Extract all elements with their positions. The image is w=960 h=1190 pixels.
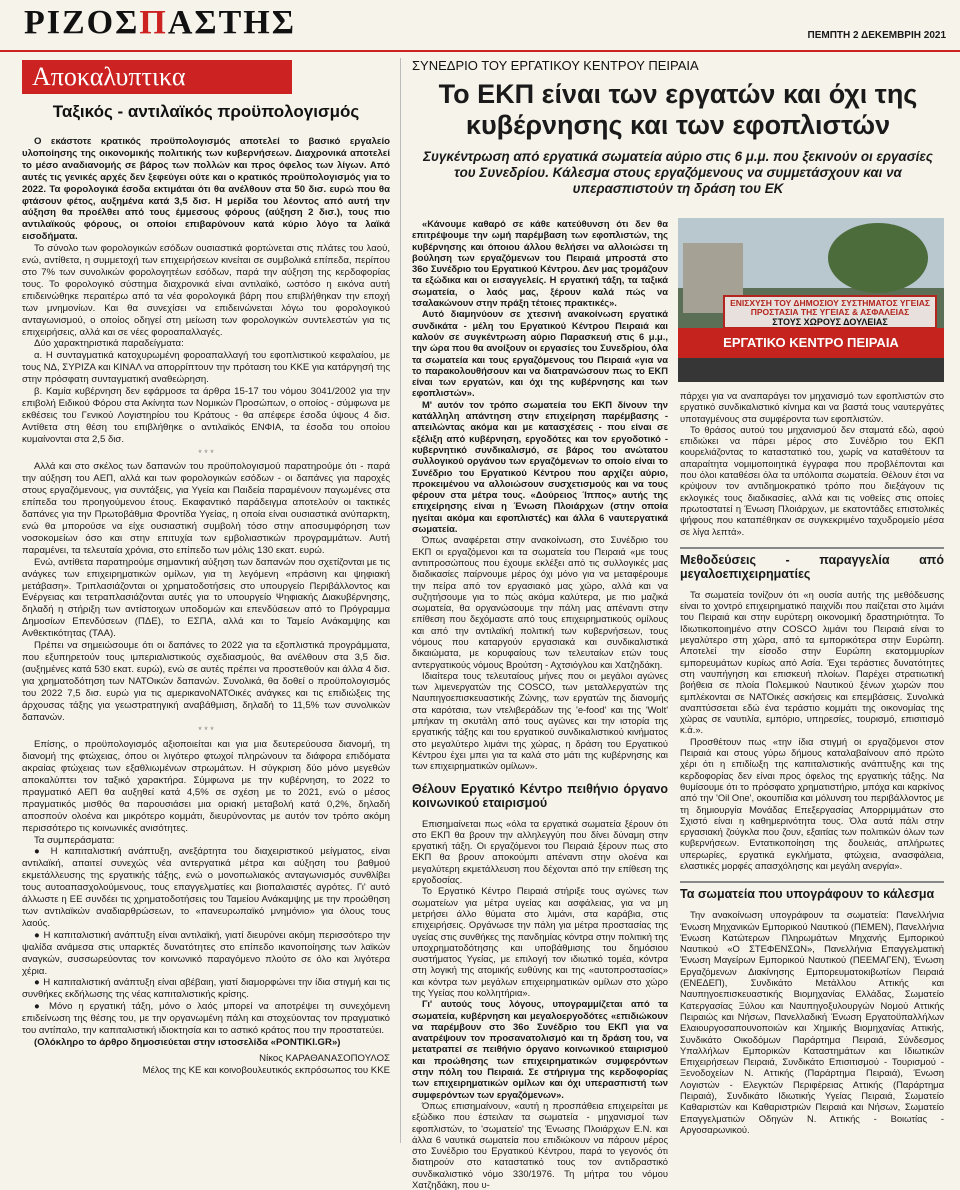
masthead: [0, 0, 960, 52]
issue-date: ΠΕΜΠΤΗ 2 ΔΕΚΕΜΒΡΙΗ 2021: [807, 30, 946, 41]
right-body-col1: [412, 218, 668, 1190]
author-name: Νίκος ΚΑΡΑΘΑΝΑΣΟΠΟΥΛΟΣ: [259, 1052, 390, 1064]
paragraph: Επίσης, ο προϋπολογισμός αξιοποιείται και για μια δευτερεύουσα διανομή, τη διανομή της φτώχειας, όπου οι λιγότερο φτωχοί πληρώνουν τα διάφορα επιδόματα ακραίας φτώχειας των εξαθλιωμένων στρωμάτων. Η σύγκριση δύο μόνο μεγεθών αποκαλύπτει τον ταξικό χαρακτήρα. Σύμφωνα με την κυβέρνηση, το 2022 το πραγματικό ΑΕΠ θα αυξηθεί κατά 4,5% σε σχέση με το 2021, ενώ ο μέσος πραγματικός μισθός θα παρουσιάσει μια οριακή μεταβολή κατά 0,2%, δηλαδή αποσπούν ολοένα και μικρότερο κομμάτι, διευρύνοντας με αυτόν τον τρόπο ακόμη περισσότερο τις κοινωνικές ανισότητες.: [22, 739, 390, 834]
left-body: [22, 136, 390, 1077]
right-kicker: ΣΥΝΕΔΡΙΟ ΤΟΥ ΕΡΓΑΤΙΚΟΥ ΚΕΝΤΡΟΥ ΠΕΙΡΑΙΑ: [412, 58, 699, 73]
paragraph: «Κάνουμε καθαρό σε κάθε κατεύθυνση ότι δεν θα επιτρέψουμε την ωμή παρέμβαση των εφοπλιστών, της κυβέρνησης και όποιου άλλου θελήσει να αλλοιώσει τη βούληση των εργαζόμενων του Πειραιά μπροστά στο 36ο Συνέδριο του Εργατικού Κέντρου. Δεν μας τρομάζουν τα εξώδικα και οι εισαγγελείς. Η εργατική τάξη, τα ταξικά σωματεία, ο λαός μας, ξέρουν καλά πώς να τσαλακώνουν στην πράξη τέτοιες πρακτικές».: [412, 218, 668, 309]
paragraph: Δύο χαρακτηριστικά παραδείγματα:: [34, 338, 184, 350]
right-body-col2: [680, 390, 944, 1143]
subheading: Μεθοδεύσεις - παραγγελία από μεγαλοεπιχειρηματίες: [680, 547, 944, 581]
newspaper-logo: ΡΙΖΟΣΠΑΣΤΗΣ: [24, 4, 296, 41]
paragraph: Γι' αυτούς τους λόγους, υπογραμμίζεται από τα σωματεία, κυβέρνηση και μεγαλοεργοδότες «επιδιώκουν να παρέμβουν στο 36ο Συνέδριο του ΕΚΠ για να ανατρέψουν τον προσανατολισμό και τη δράση του, να μετατραπεί σε πειθήνιο όργανο κοινωνικού εταιρισμού και προώθησης των επιχειρηματικών συμφερόντων στην πόλη του Πειραιά. Σε στήριγμα της κερδοφορίας των επιχειρηματικών ομίλων και όχι υπερασπιστή των συμφερόντων των εργαζόμενων».: [412, 998, 668, 1100]
paragraph: Τα συμπεράσματα:: [34, 834, 115, 846]
paragraph: Αλλά και στο σκέλος των δαπανών του προϋπολογισμού παρατηρούμε ότι - παρά την αύξηση του ΑΕΠ, αλλά και των φορολογικών εσόδων - οι δαπάνες για παροχές στους εργαζόμενους, για συντάξεις, για Υγεία και Παιδεία παραμένουν παγωμένες στα επίπεδα του προηγούμενου έτους. Εκαφαντικό παράδειγμα αποτελούν οι τακτικές δαπάνες για την Πρωτοβάθμια Φροντίδα Υγείας, η οποία είναι ουσιαστικά ανύπαρκτη, ενώ θα μπορούσε να είχε ουσιαστική συμβολή τόσο στην αποσυμφόρηση των νοσοκομείων όσο και στην επιτυχία των εμβολιαστικών προγραμμάτων. Αυτή παραμένει, τα τελευταία χρόνια, στο επίπεδο των μόλις 130 εκατ. ευρώ.: [22, 461, 390, 556]
left-article: [22, 60, 390, 1135]
right-subhead: Συγκέντρωση από εργατικά σωματεία αύριο στις 6 μ.μ. που ξεκινούν οι εργασίες του Συνεδρίου. Κάλεσμα στους εργαζόμενους να συμμετάσχουν και να υπερασπιστούν τη δράση του ΕΚ: [423, 149, 933, 196]
left-headline: Ταξικός - αντιλαϊκός προϋπολογισμός: [52, 102, 360, 121]
author-role: Μέλος της ΚΕ και κοινοβουλευτικός εκπρόσωπος του ΚΚΕ: [142, 1064, 390, 1076]
paragraph: Ιδιαίτερα τους τελευταίους μήνες που οι μεγάλοι αγώνες των λιμενεργατών της COSCO, των μεταλλεργατών της Ναυπηγοεπισκευαστικής Ζώνης, των εργατών της διανομής στα καρότσια, των ντελιβεράδων της 'e-food' και της 'Wolt' μπήκαν τη σκυτάλη από τους αγώνες και την ιστορία της εργατικής τάξης και του εργατικού συνδικαλιστικού κινήματος στο μεγαλύτερο λιμάνι της χώρας, η δράση του Εργατικού Κέντρου έχει μπει για τα καλά στο μάτι της κυβέρνησης και των επιχειρηματικών ομίλων».: [412, 669, 668, 772]
paragraph: ● Η καπιταλιστική ανάπτυξη, ανεξάρτητα του διαχειριστικού μείγματος, είναι αντιλαϊκή, απαιτεί συνεχώς νέα αντεργατικά μέτρα και αύξηση του βαθμού εκμετάλλευσης της εργατικής τάξης, ενώ ο μονοπωλιακός ανταγωνισμός συνθλίβει τους αυτοαπασχολούμενους, τους επαγγελματίες και βιοπαλαιστές αγρότες. Γι' αυτό άλλωστε η ΕΕ συνδέει τις χρηματοδοτήσεις του Ταμείου Ανάκαμψης με την προώθηση των αντιλαϊκών αναδιαρθρώσεων, το «πανευρωπαϊκό μνημόνιο» για όλους τους λαούς.: [22, 846, 390, 929]
paragraph: Την ανακοίνωση υπογράφουν τα σωματεία: Πανελλήνια Ένωση Μηχανικών Εμπορικού Ναυτικού (ΠΕΜΕΝ), Πανελλήνια Ένωση Κατώτερων Πληρωμάτων Μηχανής Εμπορικού Ναυτικού «Ο ΣΤΕΦΕΝΣΩΝ», Πανελλήνια Επαγγελματική Ένωση Μαγείρων Εμπορικού Ναυτικού (ΠΕΕΜΑΓΕΝ), Ένωση Εργαζόμενων Διακίνησης Εμπορευματοκιβωτίων Πειραιά (ΕΝΕΔΕΠ), Συνδικάτο Μετάλλου Αττικής και Ναυπηγοεπισκευαστικής Βιομηχανίας Ελλάδας, Σωματείο Κατεργασίας Ξύλου και Ναυπηγοξυλουργών Νομού Αττικής Πειραιώς και Νήσων, Πανελλαδική Ένωση Εργατοϋπαλλήλων Ελαιουργοσαπουνοποιών και Χημικής Βιομηχανίας Αττικής, Συνδικάτο Οικοδόμων Παράρτημα Πειραιά, Σύνδεσμος Υπαλλήλων Εμπορικών Καταστημάτων και Ιδιωτικών Επιχειρήσεων Πειραιά, Συνδικάτο Επισιτισμού - Τουρισμού - Ξενοδοχείων Ν. Αττικής (Παράρτημα Πειραιά), Ένωση Λογιστών - Ελεγκτών Περιφέρειας Αττικής (Παράρτημα Πειραιά), Συνδικάτο Ιδιωτικής Υγείας Πειραιά, Σωματείο Καθαριστών και Καθαριστριών Πειραιά και Νήσων, Σωματείο Επαγγελματιών Οδηγών Ν. Αττικής - Βοιωτίας - Αργοσαρωνικού.: [680, 909, 944, 1135]
section-tag: Αποκαλυπτικα: [22, 60, 292, 94]
paragraph: Το θράσος αυτού του μηχανισμού δεν σταματά εδώ, αφού επιδιώκει να πάρει μέρος στο Συνέδριο του ΕΚΠ κουρελιάζοντας το καταστατικό του, χωρίς να καταθέτουν τα απαραίτητα νομιμοποιητικά έγγραφα που προβλέπονται και που όλοι καταθέσει όλα τα υπόλοιπα σωματεία. Θέλουν έτσι να κρύψουν τον αντιδημοκρατικό τρόπο που διεξάγουν τις εκλογικές τους διαδικασίες, αλλά και τις νοθείες στις οποίες πρωτοστατεί η Ένωση Πλοιάρχων, με εκατοντάδες επιστολικές ψήφους που καταπέθηκαν σε συγκεκριμένο ταχυδρομείο μέσα σε λίγα λεπτά».: [680, 423, 944, 537]
right-article: [412, 58, 944, 1190]
paragraph: ● Η καπιταλιστική ανάπτυξη είναι αβέβαιη, γιατί διαμορφώνει την ίδια στιγμή και τις συνθήκες εκδήλωσης της νέας καπιταλιστικής κρίσης.: [22, 977, 390, 1001]
union-banner: ΕΡΓΑΤΙΚΟ ΚΕΝΤΡΟ ΠΕΙΡΑΙΑ: [678, 328, 944, 358]
paragraph: Το σύνολο των φορολογικών εσόδων ουσιαστικά φορτώνεται στις πλάτες του λαού, ενώ, αντίθετα, η συμμετοχή των επιχειρήσεων κινείται σε συμβολικά επίπεδα, περίπου στο 7% των συνολικών φορολογητέων εσόδων, παρά την αύξηση της κερδοφορίας τους. Το φορολογικό σύστημα διαχρονικά είναι αντιλαϊκό, ωστόσο η εικόνα αυτή επιδεινώθηκε περαιτέρω από τα νέα φορολογικά βάρη που επιβλήθηκαν την εποχή των μνημονίων. Και θα συνεχίσει να επιδεινώνεται λόγω του φορολογικού ανταγωνισμού, ο οποίος οδηγεί στη μείωση των φορολογικών συντελεστών για τις επιχειρήσεις, αλλά και σε νέες φοροαπαλλαγές.: [22, 243, 390, 338]
paragraph: α. Η συνταγματικά κατοχυρωμένη φοροαπαλλαγή του εφοπλιστικού κεφαλαίου, με τους ΝΔ, ΣΥΡΙΖΑ και ΚΙΝΑΛ να απορρίπτουν την πρόταση του ΚΚΕ για κατάργησή της στην πρόσφατη συνταγματική αναθεώρηση.: [22, 350, 390, 386]
separator: * * *: [198, 725, 214, 736]
paragraph: Αυτό διαμηνύουν σε χτεσινή ανακοίνωση εργατικά συνδικάτα - μέλη του Εργατικού Κέντρου Πειραιά και καλούν σε συγκέντρωση αύριο Παρασκευή στις 6 μ.μ., την ώρα που θα ανοίξουν οι εργασίες του Συνεδρίου, όλα τα σωματεία και τους εργαζόμενους του Πειραιά «για να το παρακολουθήσουν και να διατρανώσουν πως το ΕΚΠ είναι των εργατών, και όχι της κυβέρνησης και των εφοπλιστών».: [412, 308, 668, 399]
paragraph: Πρέπει να σημειώσουμε ότι οι δαπάνες το 2022 για τα εξοπλιστικά προγράμματα, που εξυπηρετούν τους ιμπεριαλιστικούς σχεδιασμούς, θα ανέλθουν στα 3,5 δισ. (αυξημένες κατά 530 εκατ. ευρώ), ενώ σε αυτές πρέπει να προστεθούν και άλλα 4 δισ. για χρηματοδότηση των ΝΑΤΟικών δαπανών. Συνολικά, θα δοθεί ο προϋπολογισμός του 2022 7,5 δισ. ευρώ για τις αμερικανοΝΑΤΟικές ανάγκες και τις επιδιώξεις της άρχουσας τάξης για γεωστρατηγική αναβάθμιση, δηλαδή το 11,5% των συνολικών δαπανών.: [22, 640, 390, 723]
paragraph: Προσθέτουν πως «την ίδια στιγμή οι εργαζόμενοι στον Πειραιά και στους γύρω δήμους καταλαβαίνουν από πρώτο χέρι ότι η επιδίωξη της καπιταλιστικής ανάπτυξης και της κερδοφορίας δεν είναι προς όφελος της εργατικής τάξης. Να θυμίσουμε ότι το πρόσφατο χρηματιστήριο, μπόχα και καρκίνος από την 'Oil One', οκουπίδια και μόλυνση του περιβάλλοντος με τη δημιουργία Μονάδας Επεξεργασίας Απορριμμάτων στο Σχιστό είναι η καθημερινότητα τους. Όλα αυτά πάλι στην εργασιακή ζούγκλα που ζουν, εξαιτίας των πολιτικών όλων των κυβερνήσεων. Εντατικοποίηση της δουλειάς, απλήρωτες υπερωρίες, εργατικά εγκλήματα, φτώχεια, ανασφάλεια, ελαστικές μορφές απασχόλησης και μεγάλη ανεργία».: [680, 735, 944, 871]
photo-crowd: [678, 358, 944, 382]
paragraph: Το Εργατικό Κέντρο Πειραιά στήριξε τους αγώνες των σωματείων για μέτρα υγείας και ασφάλειας, για να μη μετρήσει άλλο θύματα στο λιμάνι, στα καράβια, στις επιχειρήσεις. Οργάνωσε την πάλη για μέτρα προστασίας της υγείας στις συνθήκες της πανδημίας κόντρα στην πολιτική της υποχρηματοδότησης και υποβάθμισης του δημόσιου συστήματος Υγείας, με επιλογή τον ιδιωτικό τομέα, κόντρα στη λογική της ατομικής ευθύνης και της «αυτοπροστασίας» και κόντρα των μεγάλων επιχειρηματικών ομίλων στο χώρο της Υγείας που κολλητήρια».: [412, 885, 668, 998]
right-headline: Το ΕΚΠ είναι των εργατών και όχι της κυβέρνησης και των εφοπλιστών: [438, 79, 918, 140]
paragraph: Τα σωματεία τονίζουν ότι «η ουσία αυτής της μεθόδευσης είναι το χοντρό επιχειρηματικό παιχνίδι που παίζεται στο λιμάνι του Πειραιά και στην ευρύτερη οικονομική δραστηριότητα. Το Ιδιωτικοποιημένο στην COSCO λιμάνι του Πειραιά είναι το μεγαλύτερο στη χώρα, από τα εμπορικότερα στην Ευρώπη. Αποτελεί την είσοδο στην Ευρώπη εκατομμυρίων εμπορευμάτων κυρίως από Ασία. Έχει τεράστιες δυνατότητες στη ναυπήγηση και επισκευή πλοίων. Παρέχει στρατιωτική βοήθεια σε πλοία Πολεμικού Ναυτικού ξένων χωρών που εμπλέκονται σε ΝΑΤΟικές ασκήσεις και επεμβάσεις. Συνολικά αναπτύσσεται εδώ ένα τεράστιο κομμάτι της οικονομίας της χώρας σε ναυτιλία, εμπόριο, υπηρεσίες, τουρισμό, επισιτισμό κ.ά.».: [680, 588, 944, 736]
paragraph: ● Μόνο η εργατική τάξη, μόνο ο λαός μπορεί να αποτρέψει τη συνεχόμενη επιδείνωση της θέσης του, με την οργανωμένη πάλη και στοχεύοντας τον πραγματικό του αντίπαλο, την καπιταλιστική ιδιοκτησία και το αστικό κράτος που την προστατεύει.: [22, 1001, 390, 1037]
subheading: Τα σωματεία που υπογράφουν το κάλεσμα: [680, 881, 944, 901]
photo-tree: [828, 223, 928, 293]
paragraph: Ο εκάστοτε κρατικός προϋπολογισμός αποτελεί το βασικό εργαλείο υλοποίησης της οικονομικής πολιτικής των κυβερνήσεων. Διαχρονικά αποτελεί το μέσο αναδιανομής σε βάρος των πολλών και προς όφελος των λίγων. Από αυτές τις γενικές αρχές δεν ξεφεύγει ούτε και ο κρατικός προϋπολογισμός για το 2022. Τα φορολογικά έσοδα εκτιμάται ότι θα ανέλθουν στα 50 δισ. ευρώ που θα φτάσουν φέτος, αυξημένα κατά 3,5 δισ. Η μερίδα του λέοντος από αυτή την αύξηση θα προέλθει από τους έμμεσους φόρους (αύξηση 2 δισ.), τους πιο αντιλαϊκούς φόρους, οι οποίοι επιβαρύνουν κατά κύριο λόγο τα λαϊκά εισοδήματα.: [22, 136, 390, 243]
paragraph: Ενώ, αντίθετα παρατηρούμε σημαντική αύξηση των δαπανών που σχετίζονται με τις ανάγκες των επιχειρηματικών ομίλων, για τη λεγόμενη «πράσινη και ψηφιακή μετάβαση». Τριπλασιάζονται οι χρηματοδοτήσεις στο υπουργείο Περιβάλλοντος και Ενέργειας και τετραπλασιάζονται αυτές για το υπουργείο Ψηφιακής Διακυβέρνησης, δηλαδή η στήριξη των αντίστοιχων υποδομών και επενδύσεων από το Πρόγραμμα Δημοσίων Επενδύσεων (ΠΔΕ), το ΕΣΠΑ, αλλά και το Ταμείο Ανάκαμψης και Ανθεκτικότητας (ΤΑΑ).: [22, 556, 390, 640]
paragraph: πάρχει για να αναπαράγει τον μηχανισμό των εφοπλιστών στο εργατικό συνδικαλιστικό κίνημα και να βαστά τους ναυτεργάτες υποταγμένους στα συμφέροντα των εφοπλιστών.: [680, 390, 944, 424]
paragraph: β. Καμία κυβέρνηση δεν εφάρμοσε τα άρθρα 15-17 του νόμου 3041/2002 για την επιβολή Ειδικού Φόρου στα Ακίνητα των Νομικών Προσώπων, ο οποίος - σύμφωνα με εκθέσεις του Γενικού Λογιστηρίου του Κράτους - θα απέφερε έσοδα ύψους 4 δισ. Αντίθετα στη θέση του επιβλήθηκε ο αντιλαϊκός ΕΝΦΙΑ, τα έσοδα του οποίου κυμαίνονται στα 2,5 δισ.: [22, 386, 390, 445]
paragraph: Όπως αναφέρεται στην ανακοίνωση, στο Συνέδριο του ΕΚΠ οι εργαζόμενοι και τα σωματεία του Πειραιά «με τους αντιπροσώπους που έχουμε εκλέξει από τις συλλογικές μας διαδικασίες παίρνουμε μέρος όχι μόνο για να μεταφέρουμε την πείρα από τον εργασιακό μας χώρο, αλλά και να συζητήσουμε για το πώς ακόμα καλύτερα, με πιο μαζικά σωματεία, θα οργανώσουμε την πάλη μας απέναντι στην επίθεση που δεχόμαστε από τους επιχειρηματικούς ομίλους και από την αντιλαϊκή πολιτική των κυβερνήσεων, τους νόμους που καταργούν εργασιακά και συνδικαλιστικά δικαιώματα, με κορυφαίους των τελευταίων ετών τους αντεργατικούς νόμους Βρούτση - Αχτσιόγλου και Χατζηδάκη.: [412, 534, 668, 670]
paragraph: Επισημαίνεται πως «όλα τα εργατικά σωματεία ξέρουν ότι στο ΕΚΠ θα βρουν την αλληλεγγύη που δίνει δύναμη στην εργατική τάξη. Οι εργαζόμενοι του Πειραιά ξέρουν πως στο ΕΚΠ θα βρουν αποκούμπι απέναντι στην ολοένα και μεγαλύτερη εκμετάλλευση που δέχονται από την επίθεση της εργοδοσίας.: [412, 817, 668, 886]
source-note: (Ολόκληρο το άρθρο δημοσιεύεται στην ιστοσελίδα «PONTIKI.GR»): [34, 1036, 341, 1048]
paragraph: Όπως επισημαίνουν, «αυτή η προσπάθεια επιχειρείται με εξώδικο που έστειλαν τα σωματεία - μηχανισμοί των εφοπλιστών, το 'σωματείο' της Ένωσης Πλοιάρχων Ε.Ν. και άλλα 6 ναυτικά σωματεία που επιδιώκουν να πάρουν μέρος στο Συνέδριο του Εργατικού Κέντρου, παρά το γεγονός ότι διατηρούν στο καταστατικό τους τον αντιδραστικό συνδικαλιστικό νόμο 330/1976. Τη μήτρα του νόμου Χατζηδάκη, που υ-: [412, 1099, 668, 1190]
paragraph: ● Η καπιταλιστική ανάπτυξη είναι αντιλαϊκή, γιατί διευρύνει ακόμη περισσότερο την ψαλίδα ανάμεσα στις υπαρκτές δυνατότητες στο επίπεδο ικανοποίησης των λαϊκών αναγκών, συσσωρεύοντας τον κοινωνικό παραγόμενο πλούτο σε όλο και λιγότερα χέρια.: [22, 929, 390, 977]
protest-photo: [678, 218, 944, 382]
subheading: Θέλουν Εργατικό Κέντρο πειθήνιο όργανο κοινωνικού εταιρισμού: [412, 781, 668, 810]
health-banner: ΕΝΙΣΧΥΣΗ ΤΟΥ ΔΗΜΟΣΙΟΥ ΣΥΣΤΗΜΑΤΟΣ ΥΓΕΙΑΣ ΠΡΟΣΤΑΣΙΑ ΤΗΣ ΥΓΕΙΑΣ & ΑΣΦΑΛΕΙΑΣ ΣΤΟΥΣ ΧΩΡΟΥΣ ΔΟΥΛΕΙΑΣ: [723, 295, 937, 329]
paragraph: Μ' αυτόν τον τρόπο σωματεία του ΕΚΠ δίνουν την κατάλληλη απάντηση στην επιχείρηση παρέμβασης - απειλώντας ακόμα και με κατασχέσεις - που είναι σε εξέλιξη από κυβέρνηση, εργοδότες και τον εργοδοτικό - κυβερνητικό συνδικαλισμό, σε βάρος του ανώτατου συλλογικού οργάνου των εργαζόμενων το οποίο είναι το Συνέδριο του Εργατικού Κέντρου που αρχίζει αύριο, προκειμένου να αλλοιώσουν συσχετισμούς και να τους φέρουν στα μέτρα τους. «Δούρειος Ίππος» αυτής της επιχείρησης είναι η Ένωση Πλοιάρχων (στην οποία ηγείται ακόμα και εφοπλιστές) και άλλα 6 ναυτεργατικά σωματεία.: [412, 398, 668, 535]
separator: * * *: [198, 447, 214, 458]
column-divider: [400, 58, 401, 1143]
